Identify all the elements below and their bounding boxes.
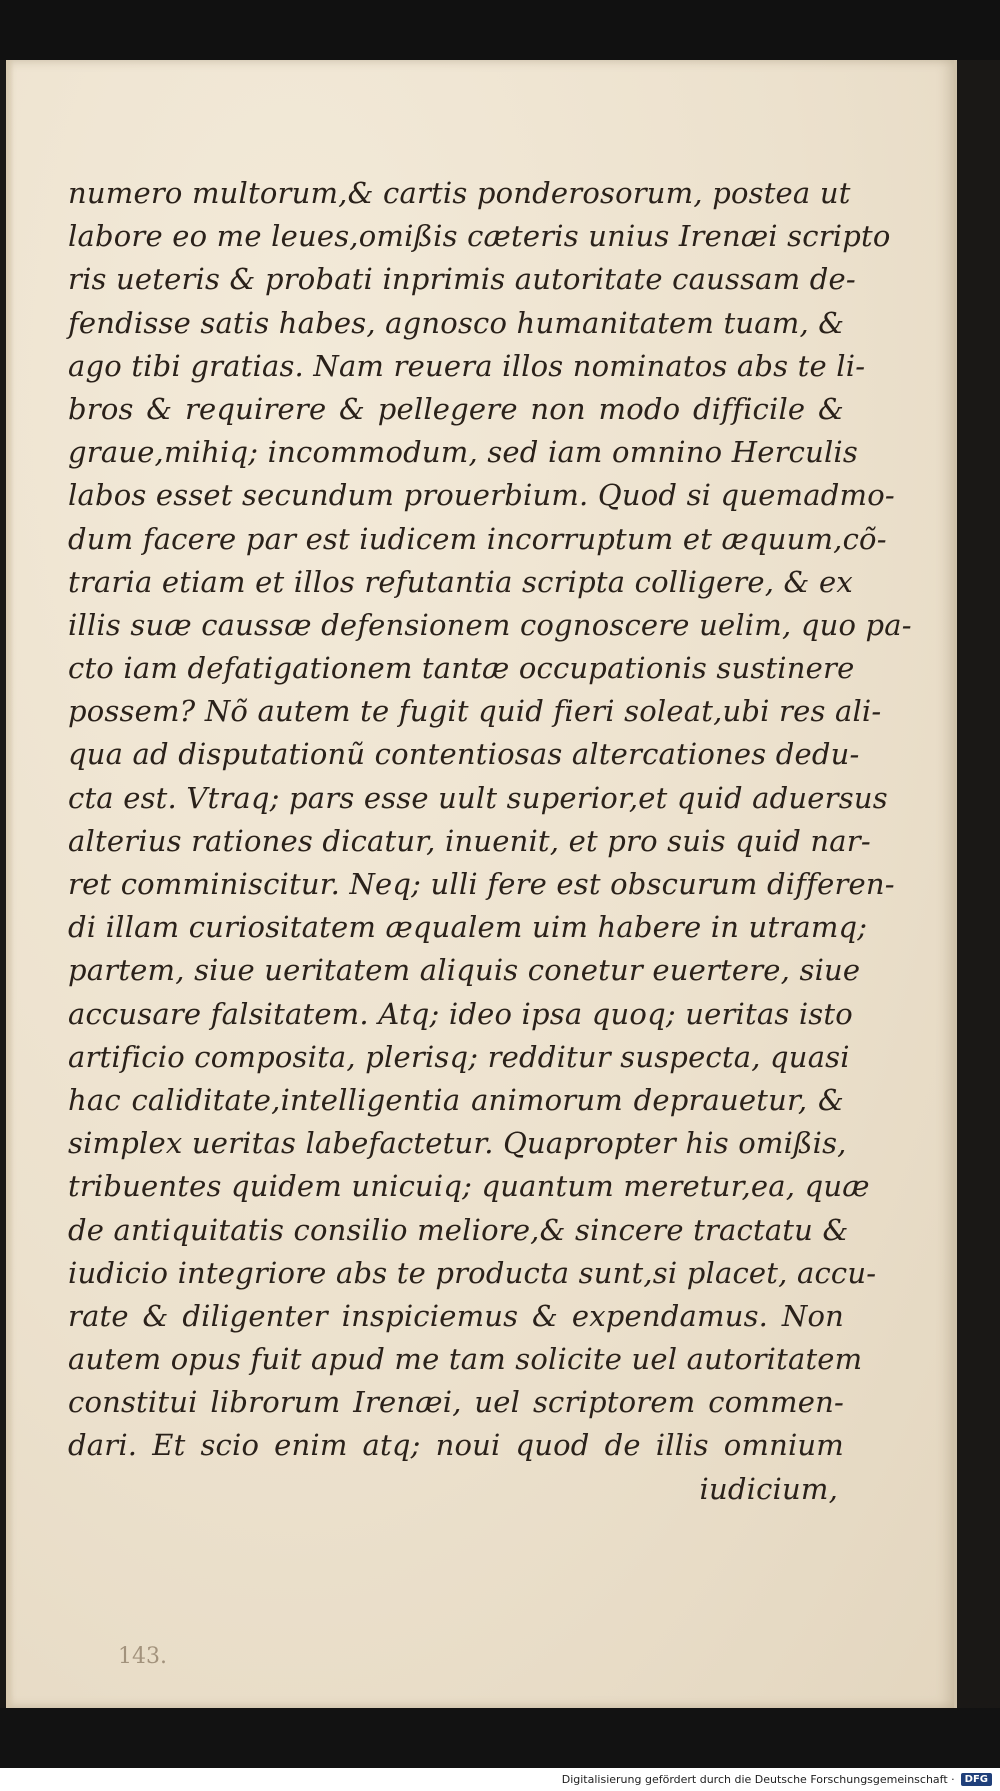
scan-bottom-border <box>0 1708 1000 1768</box>
text-line: artificio composita, plerisq; redditur suspecta, quasi <box>68 1039 850 1074</box>
text-line: cto iam defatigationem tantæ occupationis sustinere <box>68 651 855 686</box>
catchword: iudicium, <box>699 1471 838 1506</box>
text-line: ris ueteris & probati inprimis autoritate caussam de- <box>68 262 856 297</box>
text-line: di illam curiositatem æqualem uim habere in utramq; <box>68 910 868 945</box>
text-line: iudicio integriore abs te producta sunt,si placet, accu- <box>68 1255 877 1290</box>
signature-mark: 143. <box>118 1644 167 1669</box>
text-line: ago tibi gratias. Nam reuera illos nominatos abs te li- <box>68 348 866 383</box>
text-line: dari. Et scio enim atq; noui quod de illis omnium <box>68 1428 844 1463</box>
text-line: constitui librorum Irenæi, uel scriptorem commen- <box>68 1385 844 1420</box>
dfg-logo-icon: DFG <box>961 1773 992 1786</box>
text-line: cta est. Vtraq; pars esse uult superior,et quid aduersus <box>68 780 888 815</box>
text-line: numero multorum,& cartis ponderosorum, postea ut <box>68 176 851 210</box>
text-line: hac caliditate,intelligentia animorum deprauetur, & <box>68 1082 844 1117</box>
text-line: illis suæ caussæ defensionem cognoscere uelim, quo pa- <box>68 607 912 642</box>
scan-top-border <box>0 0 1000 60</box>
text-line: labore eo me leues,omißis cæteris unius Irenæi scripto <box>68 219 891 254</box>
text-line: fendisse satis habes, agnosco humanitatem tuam, & <box>68 305 845 340</box>
funding-credit: Digitalisierung gefördert durch die Deutsche Forschungsgemeinschaft · <box>561 1773 955 1786</box>
text-line: ret comminiscitur. Neq; ulli fere est obscurum differen- <box>68 867 895 901</box>
text-line: graue,mihiq; incommodum, sed iam omnino Herculis <box>68 435 858 470</box>
text-line: de antiquitatis consilio meliore,& sincere tractatu & <box>68 1212 849 1247</box>
digitization-footer <box>0 1768 1000 1791</box>
text-line: traria etiam et illos refutantia scripta colligere, & ex <box>68 564 853 599</box>
text-line: labos esset secundum prouerbium. Quod si quemadmo- <box>68 478 895 513</box>
book-page <box>6 60 957 1708</box>
page-body-text <box>68 172 912 1511</box>
text-line: alterius rationes dicatur, inuenit, et pro suis quid nar- <box>68 823 871 858</box>
text-line: bros & requirere & pellegere non modo difficile & <box>68 391 844 426</box>
text-line: partem, siue ueritatem aliquis conetur euertere, siue <box>68 953 861 988</box>
text-line: qua ad disputationũ contentiosas altercationes dedu- <box>68 737 860 772</box>
text-line: tribuentes quidem unicuiq; quantum meretur,ea, quæ <box>68 1169 870 1204</box>
text-line: rate & diligenter inspiciemus & expendamus. Non <box>68 1298 844 1333</box>
text-line: autem opus fuit apud me tam solicite uel autoritatem <box>68 1342 863 1377</box>
text-line: simplex ueritas labefactetur. Quapropter his omißis, <box>68 1126 847 1161</box>
page-gutter-shadow <box>6 60 14 1708</box>
text-line: accusare falsitatem. Atq; ideo ipsa quoq; ueritas isto <box>68 996 853 1031</box>
text-line: dum facere par est iudicem incorruptum et æquum,cõ- <box>68 521 887 556</box>
text-line: possem? Nõ autem te fugit quid fieri soleat,ubi res ali- <box>68 694 882 729</box>
